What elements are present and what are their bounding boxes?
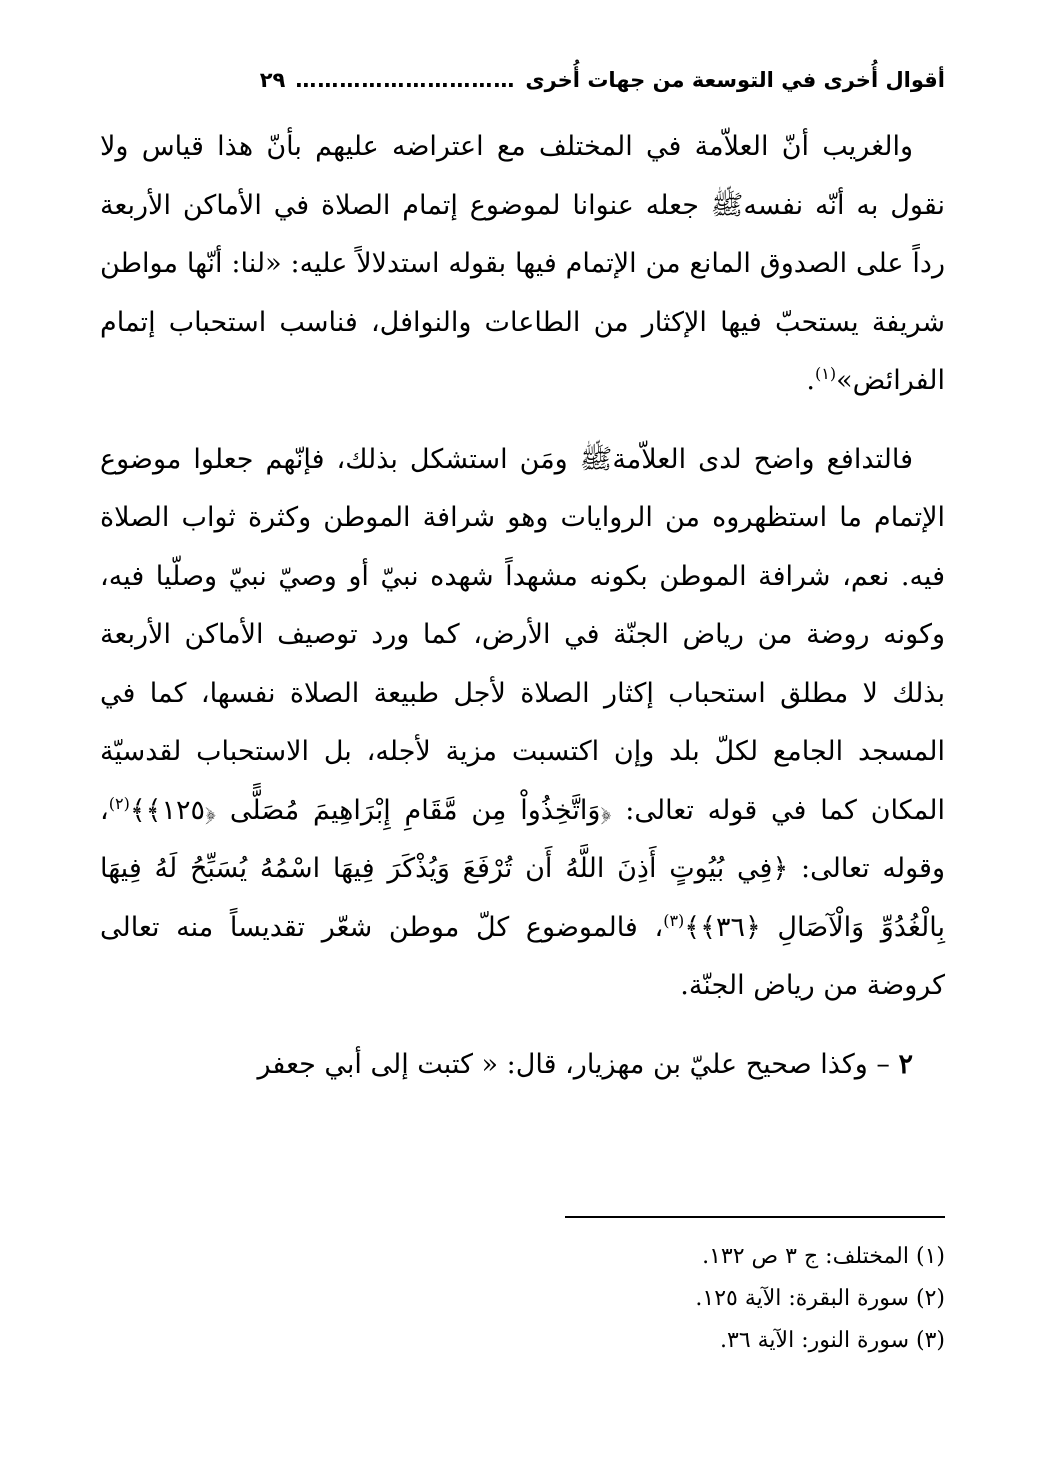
book-page bbox=[100, 50, 945, 1430]
footnote-ref-2[interactable]: (٢) bbox=[108, 793, 130, 813]
paragraph-1-tail: . bbox=[806, 365, 815, 396]
quran-verse-2: ﴿فِي بُيُوتٍ أَذِنَ اللَّهُ أَن تُرْفَعَ وَيُذْكَرَ فِيهَا اسْمُهُ يُسَبِّحُ لَهُ فِيهَا بِالْغُدُوِّ وَالْآصَالِ ﴿٣٦﴾﴾ bbox=[100, 853, 945, 943]
paragraph-2-text-c: ، فالموضوع كلّ موطن شعّر تقديساً منه تعالى كروضة من رياض الجنّة. bbox=[100, 911, 945, 1001]
header-leader-dots: ………………………… bbox=[295, 68, 516, 92]
footnote-3: (٣) سورة النور: الآية ٣٦. bbox=[720, 1328, 945, 1353]
header-title: أقوال أُخرى في التوسعة من جهات أُخرى bbox=[525, 68, 945, 92]
footnote-ref-3[interactable]: (٣) bbox=[663, 910, 685, 930]
footnote-2: (٢) سورة البقرة: الآية ١٢٥. bbox=[695, 1286, 945, 1311]
running-header bbox=[100, 60, 945, 100]
footnote-1: (١) المختلف: ج ٣ ص ١٣٢. bbox=[702, 1244, 945, 1269]
main-text bbox=[100, 118, 945, 1094]
item-number: ٢ bbox=[898, 1048, 913, 1080]
paragraph-2-text-a: فالتدافع واضح لدى العلاّمةﷺ ومَن استشكل بذلك، فإنّهم جعلوا موضوع الإتمام ما استظهروه من الروايات وهو شرافة الموطن وكثرة ثواب الصلاة فيه. نعم، شرافة الموطن بكونه مشهداً شهده نبيّ أو وصيّ نبيّ وصلّيا فيه، وكونه روضة من رياض الجنّة في الأرض، كما ورد توصيف الأماكن الأربعة بذلك لا مطلق استحباب إكثار الصلاة لأجل طبيعة الصلاة نفسها، كما في المسجد الجامع لكلّ بلد وإن اكتسبت مزية لأجله، بل الاستحباب لقدسيّة المكان كما في قوله تعالى: bbox=[100, 443, 946, 826]
paragraph-3-text: – وكذا صحيح عليّ بن مهزيار، قال: « كتبت إلى أبي جعفر bbox=[257, 1048, 899, 1080]
paragraph-2 bbox=[100, 431, 945, 1016]
page-number: ٢٩ bbox=[259, 68, 286, 92]
footnote-ref-1[interactable]: (١) bbox=[815, 364, 837, 383]
paragraph-2-text-b: ، وقوله تعالى: bbox=[100, 794, 945, 884]
quran-verse-1: ﴿وَاتَّخِذُواْ مِن مَّقَامِ إِبْرَاهِيمَ مُصَلًّى ﴿١٢٥﴾﴾ bbox=[129, 794, 612, 826]
paragraph-1-text: والغريب أنّ العلاّمة في المختلف مع اعتراضه عليهم بأنّ هذا قياس ولا نقول به أنّه نفسهﷺ جعله عنوانا لموضوع إتمام الصلاة في الأماكن الأربعة رداً على الصدوق المانع من الإتمام فيها بقوله استدلالاً عليه: «لنا: أنّها مواطن شريفة يستحبّ فيها الإكثار من الطاعات والنوافل، فناسب استحباب إتمام الفرائض» bbox=[100, 131, 945, 396]
footnote-separator bbox=[565, 1216, 945, 1218]
footnotes bbox=[100, 1236, 945, 1362]
paragraph-3 bbox=[100, 1036, 945, 1095]
paragraph-1 bbox=[100, 118, 945, 411]
